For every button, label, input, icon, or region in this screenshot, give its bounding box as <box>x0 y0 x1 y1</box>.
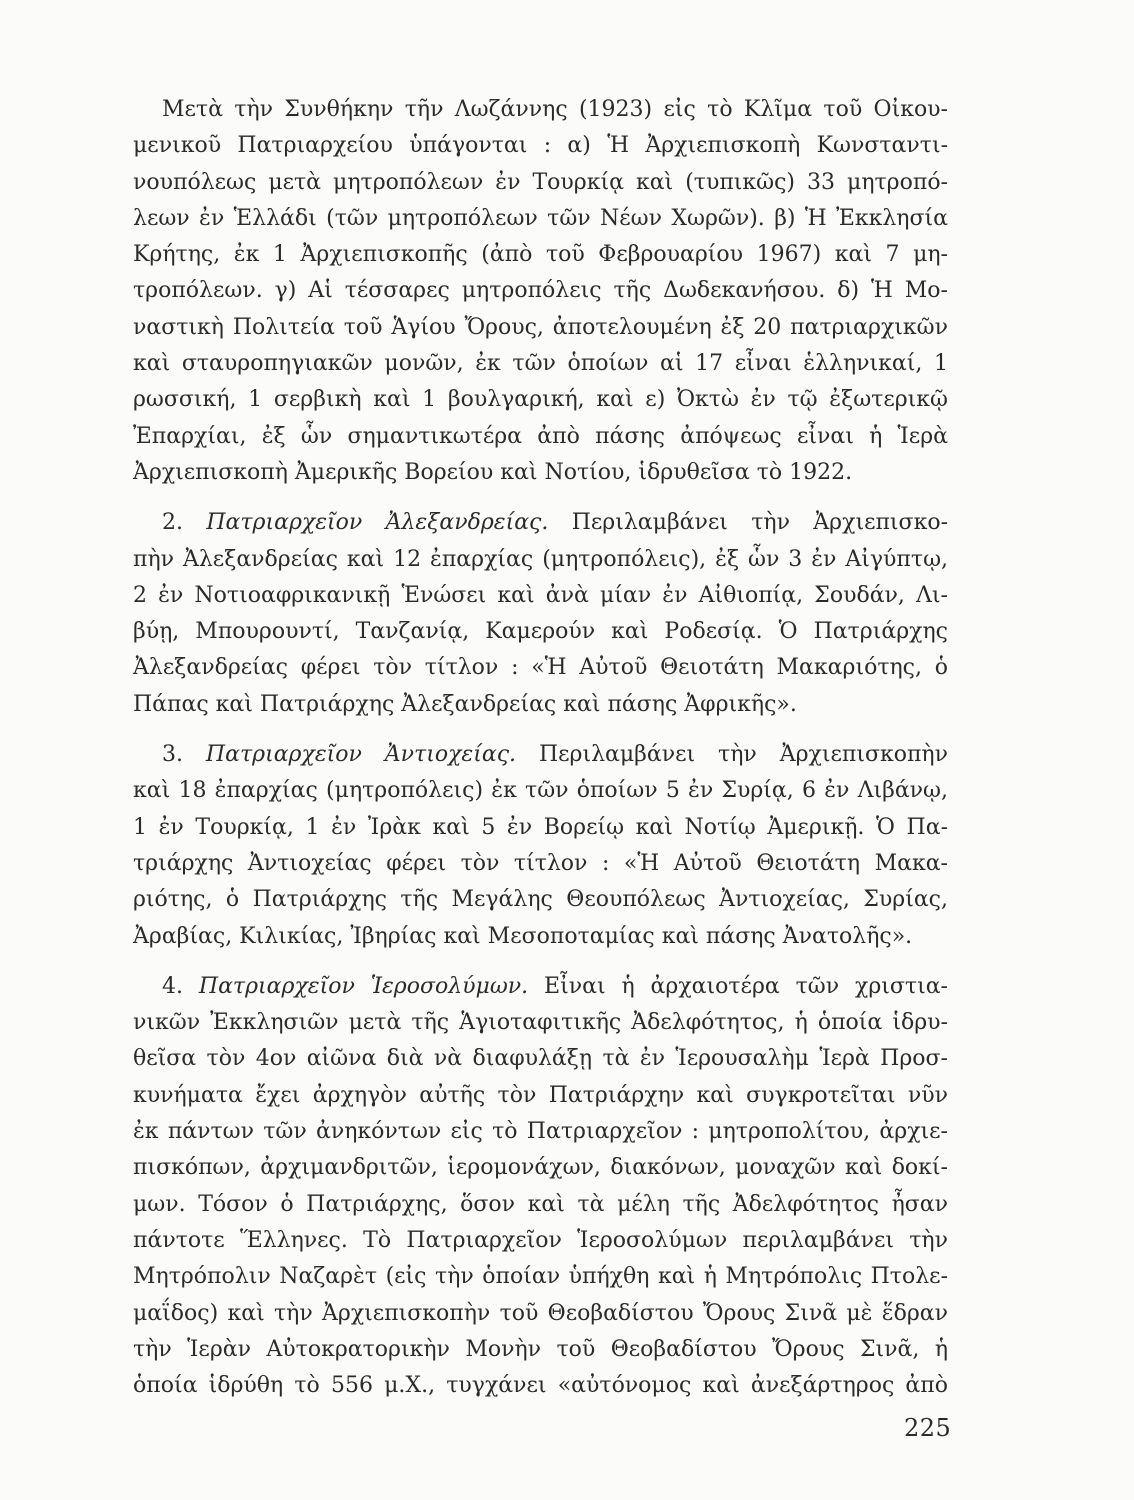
text-line: πισκόπων, ἀρχιμανδριτῶν, ἱερομονάχων, διακόνων, μοναχῶν καὶ δοκί- <box>133 1155 948 1181</box>
text-line: Πάπας καὶ Πατριάρχης Ἀλεξανδρείας καὶ πάσης Ἀφρικῆς». <box>133 691 797 717</box>
section-heading: Πατριαρχεῖον Ἱεροσολύμων. <box>198 973 529 999</box>
paragraph-oecumenical <box>133 92 948 491</box>
text-line: καὶ 18 ἐπαρχίας (μητροπόλεις) ἐκ τῶν ὁποίων 5 ἐν Συρίᾳ, 6 ἐν Λιβάνῳ, <box>133 778 948 804</box>
text-line: ὁποία ἱδρύθη τὸ 556 μ.Χ., τυγχάνει «αὐτόνομος καὶ ἀνεξάρτηρος ἀπὸ <box>133 1373 948 1399</box>
section-number: 4. <box>162 973 183 999</box>
text-line: καὶ σταυροπηγιακῶν μονῶν, ἐκ τῶν ὁποίων αἱ 17 εἶναι ἑλληνικαί, 1 <box>133 351 948 377</box>
text-line: κυνήματα ἔχει ἀρχηγὸν αὐτῆς τὸν Πατριάρχην καὶ συγκροτεῖται νῦν <box>133 1082 948 1108</box>
text-line: λεων ἐν Ἑλλάδι (τῶν μητροπόλεων τῶν Νέων Χωρῶν). β) Ἡ Ἐκκλησία <box>133 205 948 231</box>
text-line: ἐκ πάντων τῶν ἀνηκόντων εἰς τὸ Πατριαρχεῖον : μητροπολίτου, ἀρχιε- <box>133 1119 948 1145</box>
paragraph-antioch <box>133 737 948 955</box>
text-line: νικῶν Ἐκκλησιῶν μετὰ τῆς Ἁγιοταφιτικῆς Ἀδελφότητος, ἡ ὁποία ἱδρυ- <box>133 1010 948 1036</box>
text-line: θεῖσα τὸν 4ον αἰῶνα διὰ νὰ διαφυλάξῃ τὰ ἐν Ἱερουσαλὴμ Ἱερὰ Προσ- <box>133 1046 948 1072</box>
text-line: τροπόλεων. γ) Αἱ τέσσαρες μητροπόλεις τῆς Δωδεκανήσου. δ) Ἡ Μο- <box>133 278 948 304</box>
text-line: Κρήτης, ἐκ 1 Ἀρχιεπισκοπῆς (ἀπὸ τοῦ Φεβρουαρίου 1967) καὶ 7 μη- <box>133 242 948 268</box>
paragraph-first-line <box>133 969 948 1005</box>
text-line: βύῃ, Μπουρουντί, Τανζανίᾳ, Καμερούν καὶ Ροδεσίᾳ. Ὁ Πατριάρχης <box>133 619 948 645</box>
text-line: 2 ἐν Νοτιοαφρικανικῇ Ἑνώσει καὶ ἀνὰ μίαν ἐν Αἰθιοπίᾳ, Σουδάν, Λι- <box>133 582 948 608</box>
text-line: Ἀρχιεπισκοπὴ Ἀμερικῆς Βορείου καὶ Νοτίου, ἱδρυθεῖσα τὸ 1922. <box>133 459 853 485</box>
paragraph-gap <box>133 723 948 737</box>
text-line: Μετὰ τὴν Συνθήκην τῆν Λωζάννης (1923) εἰς τὸ Κλῖμα τοῦ Οἰκου- <box>162 97 948 122</box>
paragraph-first-line <box>133 505 948 541</box>
section-first-line-text: Περιλαμβάνει τὴν Ἀρχιεπισκο- <box>571 510 948 536</box>
text-line: ρωσσική, 1 σερβικὴ καὶ 1 βουλγαρική, καὶ ε) Ὀκτὼ ἐν τῷ ἐξωτερικῷ <box>133 387 948 413</box>
paragraph-gap <box>133 955 948 969</box>
section-first-line-text: Εἶναι ἡ ἀρχαιοτέρα τῶν χριστια- <box>544 973 948 999</box>
body-text <box>133 92 948 1404</box>
text-line: πὴν Ἀλεξανδρείας καὶ 12 ἐπαρχίας (μητροπόλεις), ἐξ ὧν 3 ἐν Αἰγύπτῳ, <box>133 546 948 572</box>
paragraph-gap <box>133 491 948 505</box>
text-line: ριότης, ὁ Πατριάρχης τῆς Μεγάλης Θεουπόλεως Ἀντιοχείας, Συρίας, <box>133 887 948 913</box>
paragraph-alexandria <box>133 505 948 723</box>
section-heading: Πατριαρχεῖον Ἀλεξανδρείας. <box>206 510 549 536</box>
text-line: μαΐδος) καὶ τὴν Ἀρχιεπισκοπὴν τοῦ Θεοβαδίστου Ὄρους Σινᾶ μὲ ἕδραν <box>133 1300 948 1326</box>
text-line: ναστικὴ Πολιτεία τοῦ Ἁγίου Ὄρους, ἀποτελουμένη ἐξ 20 πατριαρχικῶν <box>133 314 948 340</box>
section-number: 3. <box>162 742 183 768</box>
text-line: Μητρόπολιν Ναζαρὲτ (εἰς τὴν ὁποίαν ὑπήχθη καὶ ἡ Μητρόπολις Πτολε- <box>133 1264 948 1290</box>
text-line: μων. Τόσον ὁ Πατριάρχης, ὅσον καὶ τὰ μέλη τῆς Ἀδελφότητος ἦσαν <box>133 1191 948 1217</box>
section-first-line-text: Περιλαμβάνει τὴν Ἀρχιεπισκοπὴν <box>538 742 948 768</box>
text-line: τριάρχης Ἀντιοχείας φέρει τὸν τίτλον : «Ἡ Αὐτοῦ Θειοτάτη Μακα- <box>133 850 948 876</box>
paragraph-jerusalem <box>133 969 948 1405</box>
text-line: τὴν Ἱερὰν Αὐτοκρατορικὴν Μονὴν τοῦ Θεοβαδίστου Ὄρους Σινᾶ, ἡ <box>133 1336 948 1362</box>
text-line: Ἀλεξανδρείας φέρει τὸν τίτλον : «Ἡ Αὐτοῦ Θειοτάτη Μακαριότης, ὁ <box>133 655 948 681</box>
page-number: 225 <box>904 1414 952 1442</box>
text-line: πάντοτε Ἕλληνες. Τὸ Πατριαρχεῖον Ἱεροσολύμων περιλαμβάνει τὴν <box>133 1227 948 1253</box>
section-heading: Πατριαρχεῖον Ἀντιοχείας. <box>205 742 517 768</box>
section-number: 2. <box>162 510 183 536</box>
text-line: νουπόλεως μετὰ μητροπόλεων ἐν Τουρκίᾳ καὶ (τυπικῶς) 33 μητροπό- <box>133 169 948 195</box>
text-line: 1 ἐν Τουρκίᾳ, 1 ἐν Ἰρὰκ καὶ 5 ἐν Βορείῳ καὶ Νοτίῳ Ἀμερικῇ. Ὁ Πα- <box>133 814 948 840</box>
text-line: μενικοῦ Πατριαρχείου ὑπάγονται : α) Ἡ Ἀρχιεπισκοπὴ Κωνσταντι- <box>133 133 948 159</box>
paragraph-first-line <box>133 737 948 773</box>
text-line: Ἐπαρχίαι, ἐξ ὧν σημαντικωτέρα ἀπὸ πάσης ἀπόψεως εἶναι ἡ Ἱερὰ <box>133 423 948 449</box>
text-line: Ἀραβίας, Κιλικίας, Ἰβηρίας καὶ Μεσοποταμίας καὶ πάσης Ἀνατολῆς». <box>133 923 913 949</box>
